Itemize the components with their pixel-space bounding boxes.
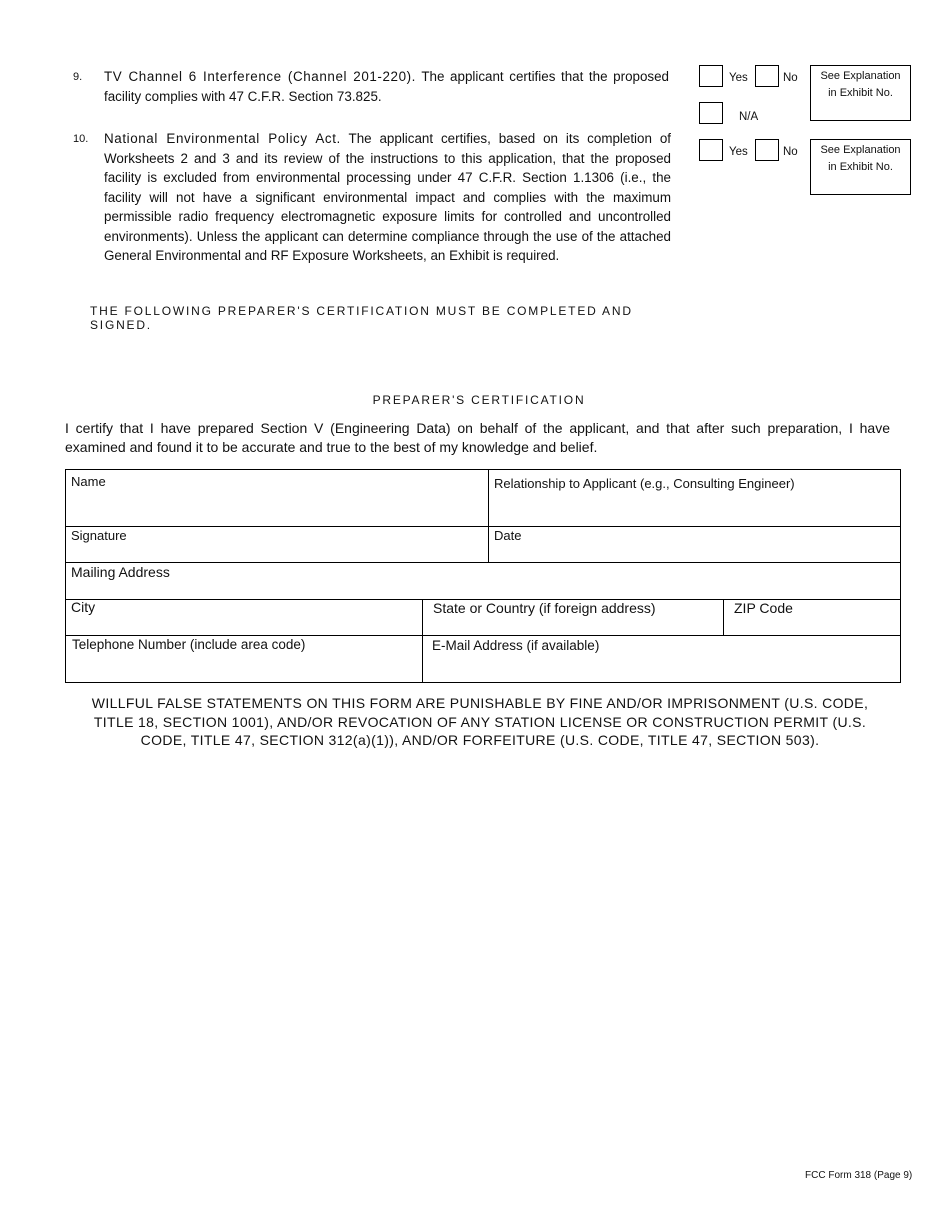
item-10-explanation-line2: in Exhibit No.	[828, 161, 893, 173]
warning-line-2: TITLE 18, SECTION 1001), AND/OR REVOCATION OF ANY STATION LICENSE OR CONSTRUCTION PERMIT (U.S.	[93, 713, 867, 730]
email-label: E-Mail Address (if available)	[432, 638, 600, 653]
item-10-text	[104, 129, 671, 266]
item-9-yes-label: Yes	[729, 72, 748, 84]
item-10-no-checkbox[interactable]	[755, 139, 779, 161]
signature-field[interactable]	[66, 527, 488, 562]
item-10-no-label: No	[783, 146, 798, 158]
date-label: Date	[494, 528, 522, 543]
name-label: Name	[71, 474, 106, 489]
zip-field[interactable]	[724, 600, 900, 635]
email-field[interactable]	[423, 636, 900, 682]
item-9-explanation-line2: in Exhibit No.	[828, 87, 893, 99]
item-9-number: 9.	[73, 71, 83, 83]
signature-label: Signature	[71, 528, 127, 543]
certification-statement: I certify that I have prepared Section V (Engineering Data) on behalf of the applicant, and that after such preparation, I have examined and found it to be accurate and true to the best of my knowledge and belief.	[65, 420, 890, 455]
zip-label: ZIP Code	[734, 600, 793, 616]
state-country-field[interactable]	[423, 600, 723, 635]
item-9-text	[104, 67, 669, 106]
relationship-field[interactable]	[489, 470, 900, 526]
item-9-explanation-line1: See Explanation	[820, 70, 901, 82]
mailing-address-field[interactable]	[66, 563, 900, 599]
warning-line-3: CODE, TITLE 47, SECTION 312(a)(1)), AND/OR FORFEITURE (U.S. CODE, TITLE 47, SECTION 503).	[140, 732, 820, 748]
item-9-no-label: No	[783, 72, 798, 84]
item-10-yes-label: Yes	[729, 146, 748, 158]
item-10-lead: National Environmental Policy Act.	[104, 131, 341, 146]
item-10-explanation-line1: See Explanation	[820, 144, 901, 156]
telephone-field[interactable]	[66, 636, 422, 682]
city-field[interactable]	[66, 600, 422, 635]
item-9-yes-checkbox[interactable]	[699, 65, 723, 87]
item-10-body: The applicant certifies, based on its completion of Worksheets 2 and 3 and its review of the instructions to this application, that the proposed facility is excluded from environmental processing under 47 C.F.R. Section 1.1306 (i.e., the facility will not have a significant environmental impact and complies with the maximum permissible radio frequency electromagnetic exposure limits for controlled and uncontrolled environments). Unless the applicant can determine compliance through the use of the attached General Environmental and RF Exposure Worksheets, an Exhibit is required.	[104, 131, 671, 263]
item-9-na-checkbox[interactable]	[699, 102, 723, 124]
preparer-notice: THE FOLLOWING PREPARER'S CERTIFICATION MUST BE COMPLETED AND SIGNED.	[90, 304, 633, 332]
false-statement-warning	[50, 694, 910, 750]
state-country-label: State or Country (if foreign address)	[433, 600, 656, 616]
telephone-label: Telephone Number (include area code)	[72, 637, 306, 652]
item-10-yes-checkbox[interactable]	[699, 139, 723, 161]
item-9-no-checkbox[interactable]	[755, 65, 779, 87]
date-field[interactable]	[489, 527, 900, 562]
city-label: City	[71, 599, 96, 615]
page-footer: FCC Form 318 (Page 9)	[805, 1170, 913, 1181]
mailing-address-label: Mailing Address	[71, 564, 170, 580]
item-9-explanation-box[interactable]	[810, 65, 911, 121]
item-10-explanation-box[interactable]	[810, 139, 911, 195]
name-field[interactable]	[66, 470, 488, 526]
item-10-number: 10.	[73, 133, 89, 145]
item-9-na-label: N/A	[739, 111, 759, 123]
warning-line-1: WILLFUL FALSE STATEMENTS ON THIS FORM ARE PUNISHABLE BY FINE AND/OR IMPRISONMENT (U.S. CODE,	[91, 695, 869, 711]
certification-form	[65, 469, 901, 683]
item-9-lead: TV Channel 6 Interference (Channel 201-220).	[104, 69, 416, 84]
certification-title: PREPARER'S CERTIFICATION	[372, 393, 586, 407]
item-9-body: The applicant certifies that the proposed facility complies with 47 C.F.R. Section 73.825.	[104, 69, 669, 104]
relationship-label: Relationship to Applicant (e.g., Consulting Engineer)	[494, 476, 795, 491]
